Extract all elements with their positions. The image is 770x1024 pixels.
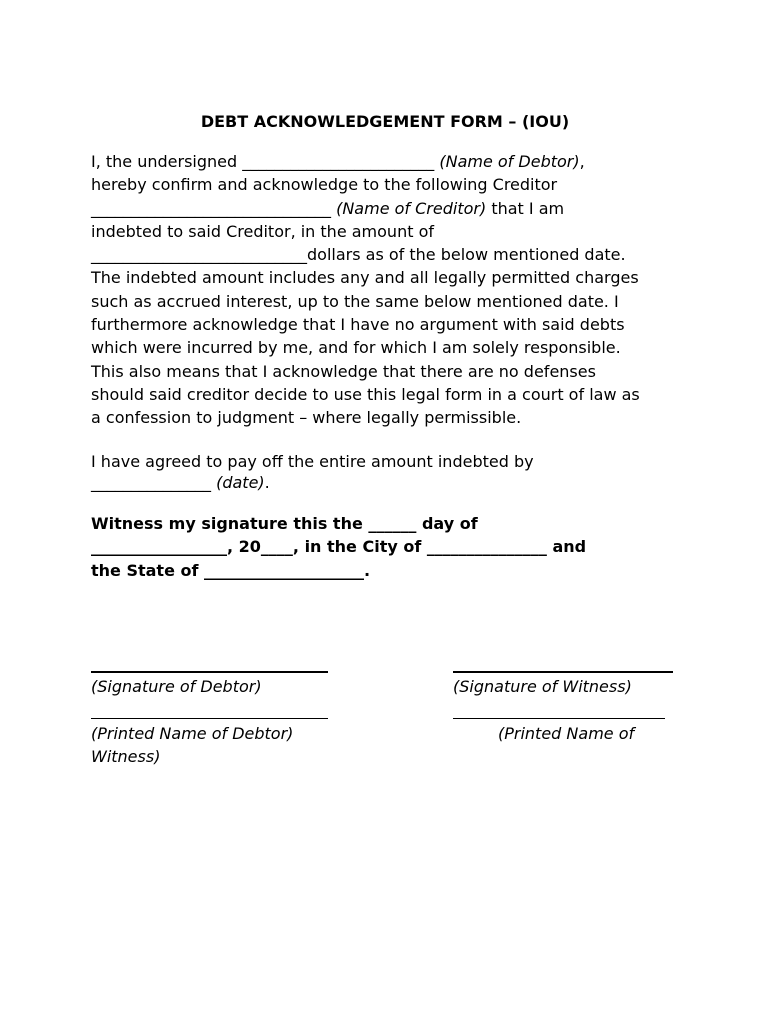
paragraph-line	[91, 150, 691, 173]
punctuation: ,	[579, 152, 585, 171]
paragraph-line: should said creditor decide to use this legal form in a court of law as	[91, 384, 640, 404]
debtor-name-hint: (Name of Debtor)	[439, 152, 580, 171]
paragraph-line: indebted to said Creditor, in the amount of	[91, 221, 434, 241]
label-text: (Printed Name of	[498, 724, 635, 743]
witness-printed-name-line	[453, 718, 665, 719]
label-text: (Signature of Debtor)	[91, 677, 262, 696]
label-text: Witness)	[91, 747, 161, 766]
acknowledgement-paragraph	[91, 150, 691, 430]
debtor-printed-name-label	[91, 722, 293, 745]
label-text: (Signature of Witness)	[453, 677, 632, 696]
paragraph-line: the State of ____________________.	[91, 560, 371, 580]
paragraph-line: The indebted amount includes any and all legally permitted charges	[91, 268, 639, 288]
debtor-signature-line	[91, 671, 328, 673]
paragraph-text: dollars as of the below mentioned date.	[307, 245, 626, 265]
date-blank: _______________	[91, 473, 211, 492]
document-title: DEBT ACKNOWLEDGEMENT FORM – (IOU)	[200, 112, 570, 131]
debtor-signature-label	[91, 675, 262, 698]
witness-paragraph	[91, 512, 691, 582]
creditor-name-blank: ______________________________	[91, 198, 331, 218]
paragraph-text: that I am	[491, 198, 565, 218]
paragraph-line: _________________, 20____, in the City of _______________ and	[91, 537, 587, 557]
paragraph-line: furthermore acknowledge that I have no argument with said debts	[91, 315, 625, 335]
witness-signature-label	[453, 675, 632, 698]
date-hint: (date)	[216, 473, 265, 492]
payment-paragraph	[91, 451, 691, 493]
debtor-printed-name-line	[91, 718, 328, 719]
paragraph-line	[91, 243, 691, 266]
paragraph-line	[91, 472, 691, 493]
witness-signature-line	[453, 671, 673, 673]
witness-printed-name-label-continued	[91, 745, 160, 768]
paragraph-line	[91, 197, 691, 220]
paragraph-line: which were incurred by me, and for which I am solely responsible.	[91, 338, 621, 358]
amount-blank: ___________________________	[91, 245, 307, 265]
label-text: (Printed Name of Debtor)	[91, 724, 294, 743]
paragraph-line: such as accrued interest, up to the same below mentioned date. I	[91, 291, 619, 311]
witness-printed-name-label	[498, 722, 634, 745]
paragraph-line: Witness my signature this the ______ day of	[91, 514, 478, 533]
paragraph-line: hereby confirm and acknowledge to the following Creditor	[91, 175, 558, 195]
punctuation: .	[264, 473, 270, 492]
debtor-name-blank: I, the undersigned ________________________	[91, 152, 435, 171]
creditor-name-hint: (Name of Creditor)	[336, 198, 487, 218]
paragraph-line: a confession to judgment – where legally permissible.	[91, 408, 522, 428]
paragraph-line: I have agreed to pay off the entire amount indebted by	[91, 452, 534, 471]
paragraph-line: This also means that I acknowledge that there are no defenses	[91, 361, 596, 381]
